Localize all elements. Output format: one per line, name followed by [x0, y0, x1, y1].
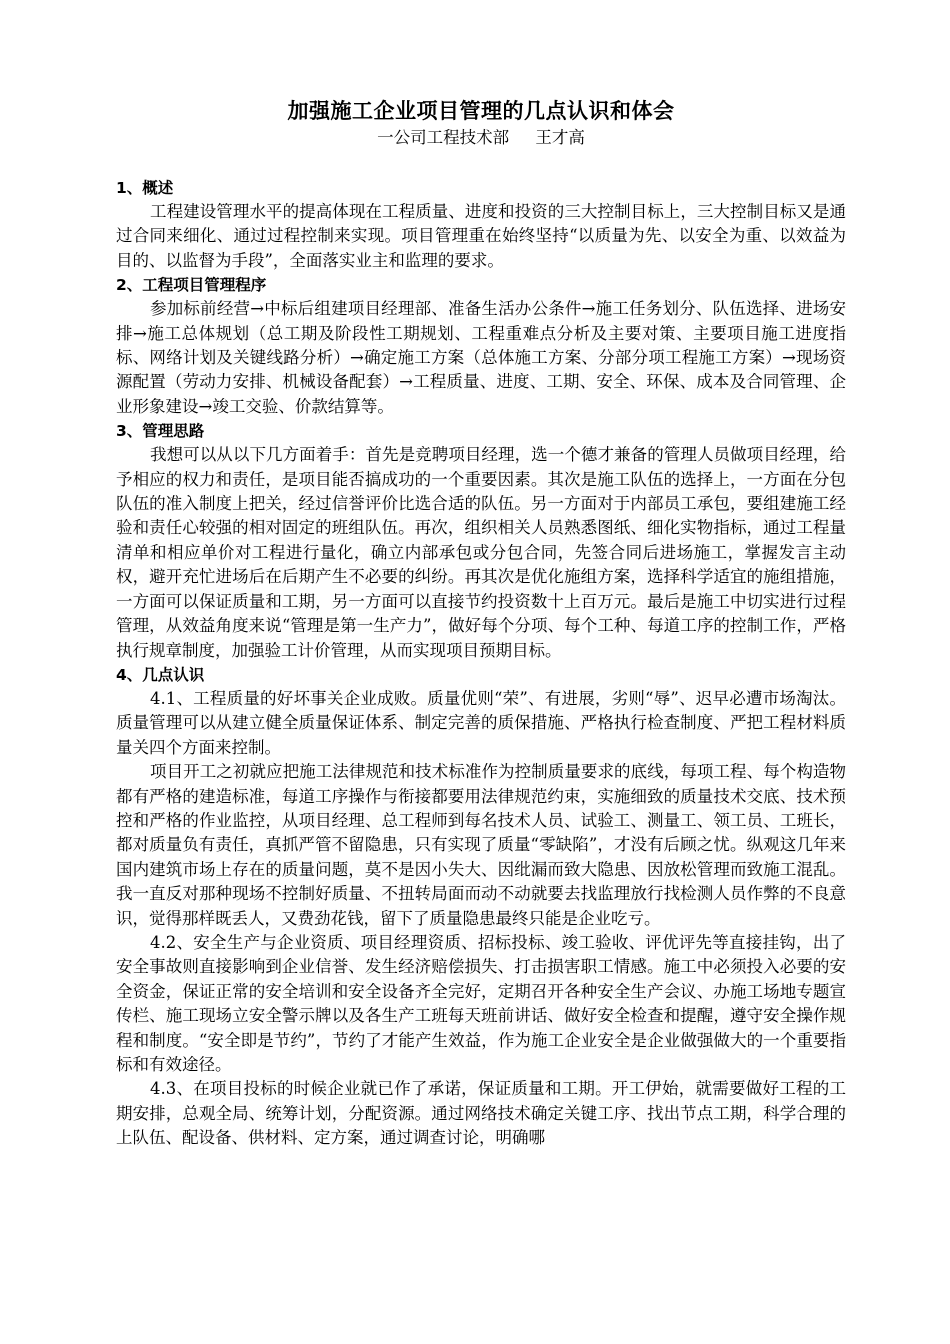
paragraph: 4.2、安全生产与企业资质、项目经理资质、招标投标、竣工验收、评优评先等直接挂钩，出了安全事故则直接影响到企业信誉、发生经济赔偿损失、打击损害职工情感。施工中必须投入必要的安全资金，保证正常的安全培训和安全设备齐全完好，定期召开各种安全生产会议、办施工场地专题宣传栏、施工现场立安全警示牌以及各生产工班每天班前讲话、做好安全检查和提醒，遵守安全操作规程和制度。“安全即是节约”，节约了才能产生效益，作为施工企业安全是企业做强做大的一个重要指标和有效途径。: [116, 932, 846, 1074]
section-heading: 3、管理思路: [116, 422, 205, 441]
section-overview: [116, 176, 846, 273]
section-procedure: [116, 273, 846, 419]
section-heading: 1、概述: [116, 179, 174, 197]
section-management-ideas: [116, 419, 846, 663]
document-author: 一公司工程技术部 王才高: [377, 128, 585, 147]
paragraph: 4.3、在项目投标的时候企业就已作了承诺，保证质量和工期。开工伊始，就需要做好工程的工期安排，总观全局、统筹计划，分配资源。通过网络技术确定关键工序、找出节点工期，科学合理的上队伍、配设备、供材料、定方案，通过调查讨论，明确哪: [116, 1079, 846, 1148]
paragraph: 参加标前经营→中标后组建项目经理部、准备生活办公条件→施工任务划分、队伍选择、进场安排→施工总体规划（总工期及阶段性工期规划、工程重难点分析及主要对策、主要项目施工进度指标、网络计划及关键线路分析）→确定施工方案（总体施工方案、分部分项工程施工方案）→现场资源配置（劳动力安排、机械设备配套）→工程质量、进度、工期、安全、环保、成本及合同管理、企业形象建设→竣工交验、价款结算等。: [116, 299, 846, 416]
paragraph: 工程建设管理水平的提高体现在工程质量、进度和投资的三大控制目标上，三大控制目标又是通过合同来细化、通过过程控制来实现。项目管理重在始终坚持“以质量为先、以安全为重、以效益为目的、以监督为手段”，全面落实业主和监理的要求。: [116, 202, 846, 270]
paragraph: 项目开工之初就应把施工法律规范和技术标准作为控制质量要求的底线，每项工程、每个构造物都有严格的建造标准，每道工序操作与衔接都要用法律规范约束，实施细致的质量技术交底、技术预控和严格的作业监控，从项目经理、总工程师到每名技术人员、试验工、测量工、领工员、工班长，都对质量负有责任，真抓严管不留隐患，只有实现了质量“零缺陷”，才没有后顾之忧。纵观这几年来国内建筑市场上存在的质量问题，莫不是因小失大、因纰漏而致大隐患、因放松管理而致施工混乱。我一直反对那种现场不控制好质量、不扭转局面而动不动就要去找监理放行找检测人员作弊的不良意识，觉得那样既丢人，又费劲花钱，留下了质量隐患最终只能是企业吃亏。: [116, 762, 846, 928]
document-page: [116, 96, 846, 1151]
document-title: 加强施工企业项目管理的几点认识和体会: [287, 99, 675, 123]
paragraph: 我想可以从以下几方面着手：首先是竞聘项目经理，选一个德才兼备的管理人员做项目经理，给予相应的权力和责任，是项目能否搞成功的一个重要因素。其次是施工队伍的选择上，一方面在分包队伍的准入制度上把关，经过信誉评价比选合适的队伍。另一方面对于内部员工承包，要组建施工经验和责任心较强的相对固定的班组队伍。再次，组织相关人员熟悉图纸、细化实物指标，通过工程量清单和相应单价对工程进行量化，确立内部承包或分包合同，先签合同后进场施工，掌握发言主动权，避开充忙进场后在后期产生不必要的纠纷。再其次是优化施组方案，选择科学适宜的施组措施，一方面可以保证质量和工期，另一方面可以直接节约投资数十上百万元。最后是施工中切实进行过程管理，从效益角度来说“管理是第一生产力”，做好每个分项、每个工种、每道工序的控制工作，严格执行规章制度，加强验工计价管理，从而实现项目预期目标。: [116, 445, 846, 660]
paragraph: 4.1、工程质量的好坏事关企业成败。质量优则“荣”、有进展，劣则“辱”、迟早必遭市场淘汰。质量管理可以从建立健全质量保证体系、制定完善的质保措施、严格执行检查制度、严把工程材料质量关四个方面来控制。: [116, 688, 846, 757]
section-heading: 2、工程项目管理程序: [116, 276, 267, 295]
section-insights: [116, 663, 846, 1151]
section-heading: 4、几点认识: [116, 665, 205, 684]
